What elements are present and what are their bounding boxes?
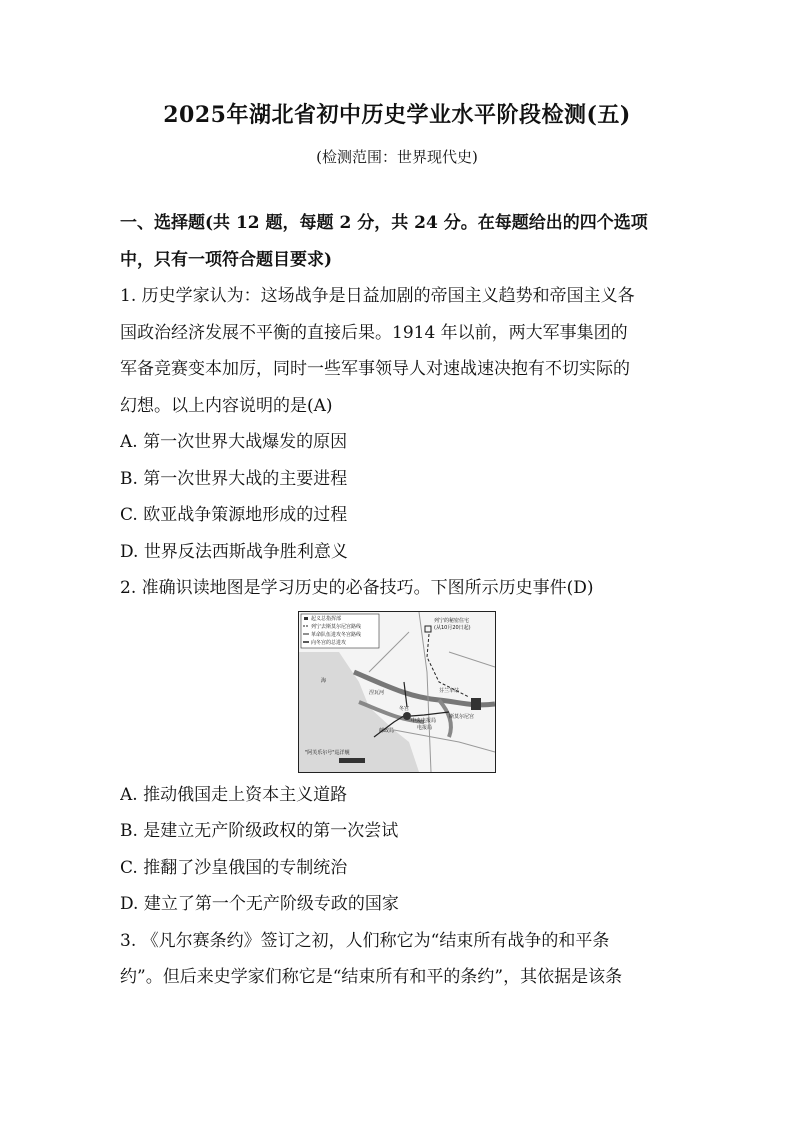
q1-stem-line-1: 1. 历史学家认为：这场战争是日益加剧的帝国主义趋势和帝国主义各 bbox=[120, 286, 635, 306]
q1-option-b: B. 第一次世界大战的主要进程 bbox=[120, 468, 348, 489]
q1-option-a: A. 第一次世界大战爆发的原因 bbox=[120, 432, 348, 452]
page-title: 2025年湖北省初中历史学业水平阶段检测(五) bbox=[163, 102, 631, 128]
map-label-telegraph: 电报局 bbox=[417, 724, 433, 731]
map-label-central-telegraph: 中央电报局 bbox=[411, 717, 437, 724]
map-label-neva-river: 涅瓦河 bbox=[369, 689, 385, 696]
q2-option-d: D. 建立了第一个无产阶级专政的国家 bbox=[120, 894, 399, 914]
map-label-finland-station: 芬兰车站 bbox=[439, 687, 460, 694]
q1-stem-line-2: 国政治经济发展不平衡的直接后果。1914 年以前，两大军事集团的 bbox=[120, 322, 628, 343]
map-label-sea: 海 bbox=[321, 677, 327, 684]
legend-item-1: 起义总指挥部 bbox=[311, 615, 342, 622]
map-label-aurora: "阿芙乐尔号"巡洋舰 bbox=[305, 749, 350, 756]
map-label-post-office: 邮政局 bbox=[379, 727, 395, 734]
page-subtitle: (检测范围：世界现代史) bbox=[316, 148, 478, 166]
q1-stem-line-4: 幻想。以上内容说明的是(A) bbox=[120, 395, 333, 416]
map-label-winter-palace: 冬宫 bbox=[399, 705, 410, 712]
q2-option-a: A. 推动俄国走上资本主义道路 bbox=[120, 784, 348, 805]
q2-map-container bbox=[120, 607, 680, 777]
q2-option-b: B. 是建立无产阶级政权的第一次尝试 bbox=[120, 821, 399, 841]
section-heading-line-1: 一、选择题(共 12 题，每题 2 分，共 24 分。在每题给出的四个选项 bbox=[120, 213, 648, 233]
legend-item-4: 向冬宫的总进攻 bbox=[311, 639, 347, 646]
legend-item-2: 列宁去斯莫尔尼宫路线 bbox=[311, 623, 362, 630]
q1-option-c: C. 欧亚战争策源地形成的过程 bbox=[120, 505, 348, 525]
q1-stem-line-3: 军备竞赛变本加厉，同时一些军事领导人对速战速决抱有不切实际的 bbox=[120, 359, 630, 379]
exam-content bbox=[120, 205, 680, 996]
petrograd-map bbox=[298, 611, 496, 773]
legend-item-3: 革命队伍进攻冬宫路线 bbox=[311, 631, 362, 638]
q1-option-d: D. 世界反法西斯战争胜利意义 bbox=[120, 541, 348, 562]
q2-option-c: C. 推翻了沙皇俄国的专制统治 bbox=[120, 857, 348, 878]
map-label-smolny: 斯莫尔尼宫 bbox=[449, 713, 475, 720]
q2-stem-line-1: 2. 准确识读地图是学习历史的必备技巧。下图所示历史事件(D) bbox=[120, 578, 594, 598]
q3-stem-line-2: 约”。但后来史学家们称它是“结束所有和平的条约”，其依据是该条 bbox=[120, 967, 623, 987]
section-heading-line-2: 中，只有一项符合题目要求) bbox=[120, 249, 333, 270]
q3-stem-line-1: 3. 《凡尔赛条约》签订之初，人们称它为“结束所有战争的和平条 bbox=[120, 930, 610, 951]
map-label-date: (从10月20日起) bbox=[434, 624, 471, 631]
map-label-lenin-house: 列宁的秘密住宅 bbox=[434, 617, 470, 624]
